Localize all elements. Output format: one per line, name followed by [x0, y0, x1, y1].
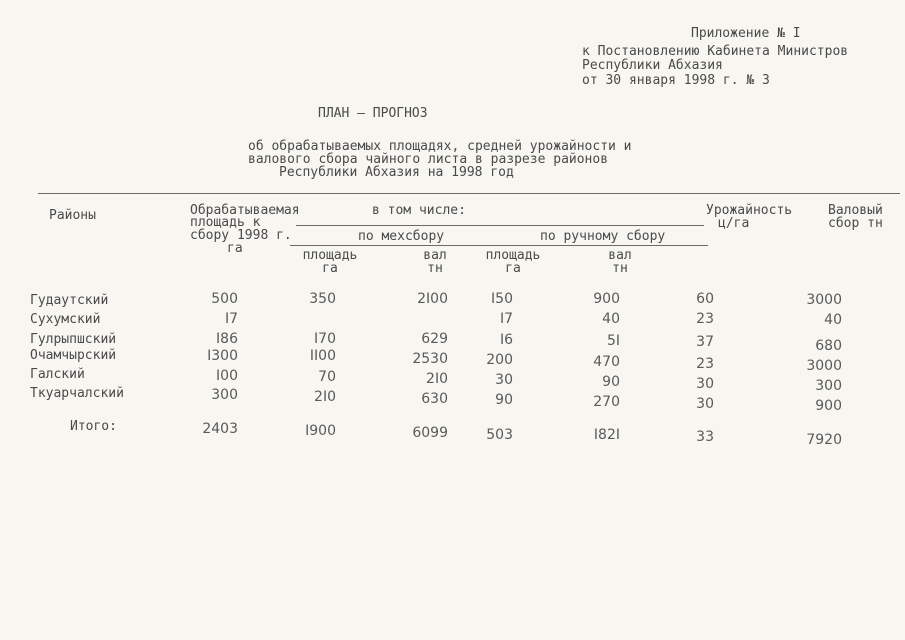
cell-man-area: 90 [495, 392, 513, 408]
cell-total: 300 [815, 378, 842, 394]
cell-yield: 30 [696, 376, 714, 392]
document-subtitle-3: Республики Абхазия на 1998 год [279, 165, 514, 180]
cell-total: 40 [824, 312, 842, 328]
district-name: Галский [30, 367, 85, 382]
header-districts: Районы [49, 208, 96, 223]
district-name: Ткуарчалский [30, 386, 124, 401]
subheader-rule [290, 245, 708, 246]
cell-area: I86 [216, 331, 238, 347]
cell-area: 300 [211, 387, 238, 403]
cell-yield: 23 [696, 311, 714, 327]
cell-area: 500 [211, 291, 238, 307]
total-man-gross: I82I [593, 427, 620, 443]
cell-mech-area: 70 [318, 369, 336, 385]
cell-man-area: 200 [486, 352, 513, 368]
header-mech-gross-line-1: вал [423, 248, 447, 263]
appendix-line-2: Республики Абхазия [582, 58, 723, 73]
cell-yield: 60 [696, 291, 714, 307]
header-mech-area-line-1: площадь [302, 248, 358, 263]
district-name: Гудаутский [30, 293, 109, 308]
header-manual: по ручному сбору [540, 229, 666, 244]
header-man-area-line-2: га [505, 261, 521, 276]
cell-mech-gross: 2530 [412, 351, 448, 367]
document-subtitle-2: валового сбора чайного листа в разрезе районов [248, 152, 609, 167]
cell-area: I00 [216, 368, 238, 384]
cell-man-gross: 270 [593, 394, 620, 410]
cell-yield: 23 [696, 356, 714, 372]
appendix-line-1: к Постановлению Кабинета Министров [582, 44, 849, 59]
header-area-line-3: сбору 1998 г. [190, 228, 292, 243]
cell-mech-gross: 630 [421, 391, 448, 407]
cell-man-gross: 5I [606, 333, 620, 349]
header-man-gross-line-2: тн [612, 261, 628, 276]
cell-mech-gross: 2I00 [417, 291, 448, 307]
header-man-area-line-1: площадь [485, 248, 541, 263]
cell-total: 3000 [806, 292, 842, 308]
including-rule [296, 225, 704, 226]
cell-man-area: I50 [491, 291, 513, 307]
cell-man-gross: 900 [593, 291, 620, 307]
district-name: Гулрыпшский [30, 332, 117, 347]
cell-man-area: 30 [495, 372, 513, 388]
header-area-line-1: Обрабатываемая [190, 203, 300, 218]
header-yield-line-2: ц/га [718, 216, 750, 231]
total-area: 2403 [202, 421, 238, 437]
header-yield-line-1: Урожайность [706, 203, 793, 218]
cell-mech-area: II00 [309, 348, 336, 364]
document-subtitle-1: об обрабатываемых площадях, средней урожайности и [248, 139, 632, 154]
total-mech-gross: 6099 [412, 425, 448, 441]
district-name: Сухумский [30, 312, 101, 327]
appendix-number: Приложение № I [691, 26, 801, 41]
cell-total: 3000 [806, 358, 842, 374]
cell-mech-gross: 629 [421, 331, 448, 347]
cell-total: 680 [815, 338, 842, 354]
cell-yield: 30 [696, 396, 714, 412]
header-area-line-4: га [227, 241, 243, 256]
cell-mech-area: I70 [314, 331, 336, 347]
cell-total: 900 [815, 398, 842, 414]
header-total-line-1: Валовый [828, 203, 883, 218]
cell-area: I7 [224, 311, 238, 327]
header-total-line-2: сбор тн [828, 216, 883, 231]
cell-mech-gross: 2I0 [426, 371, 448, 387]
header-including: в том числе: [372, 203, 466, 218]
header-mech-gross-line-2: тн [427, 261, 443, 276]
total-total: 7920 [806, 432, 842, 448]
cell-mech-area: 2I0 [314, 389, 336, 405]
header-area-line-2: площадь к [190, 215, 261, 230]
total-man-area: 503 [486, 427, 513, 443]
cell-man-gross: 90 [602, 374, 620, 390]
document-title: ПЛАН – ПРОГНОЗ [318, 106, 428, 121]
district-name: Очамчырский [30, 348, 117, 363]
cell-mech-area: 350 [309, 291, 336, 307]
header-man-gross-line-1: вал [608, 248, 632, 263]
cell-yield: 37 [696, 334, 714, 350]
totals-label: Итого: [70, 419, 117, 434]
header-mechanized: по мехсбору [358, 229, 445, 244]
cell-man-gross: 470 [593, 354, 620, 370]
table-top-rule [38, 193, 900, 194]
appendix-line-3: от 30 января 1998 г. № 3 [582, 73, 770, 88]
total-yield: 33 [696, 429, 714, 445]
cell-area: I300 [207, 348, 238, 364]
header-mech-area-line-2: га [322, 261, 338, 276]
cell-man-area: I6 [499, 332, 513, 348]
cell-man-area: I7 [499, 311, 513, 327]
total-mech-area: I900 [305, 423, 336, 439]
cell-man-gross: 40 [602, 311, 620, 327]
